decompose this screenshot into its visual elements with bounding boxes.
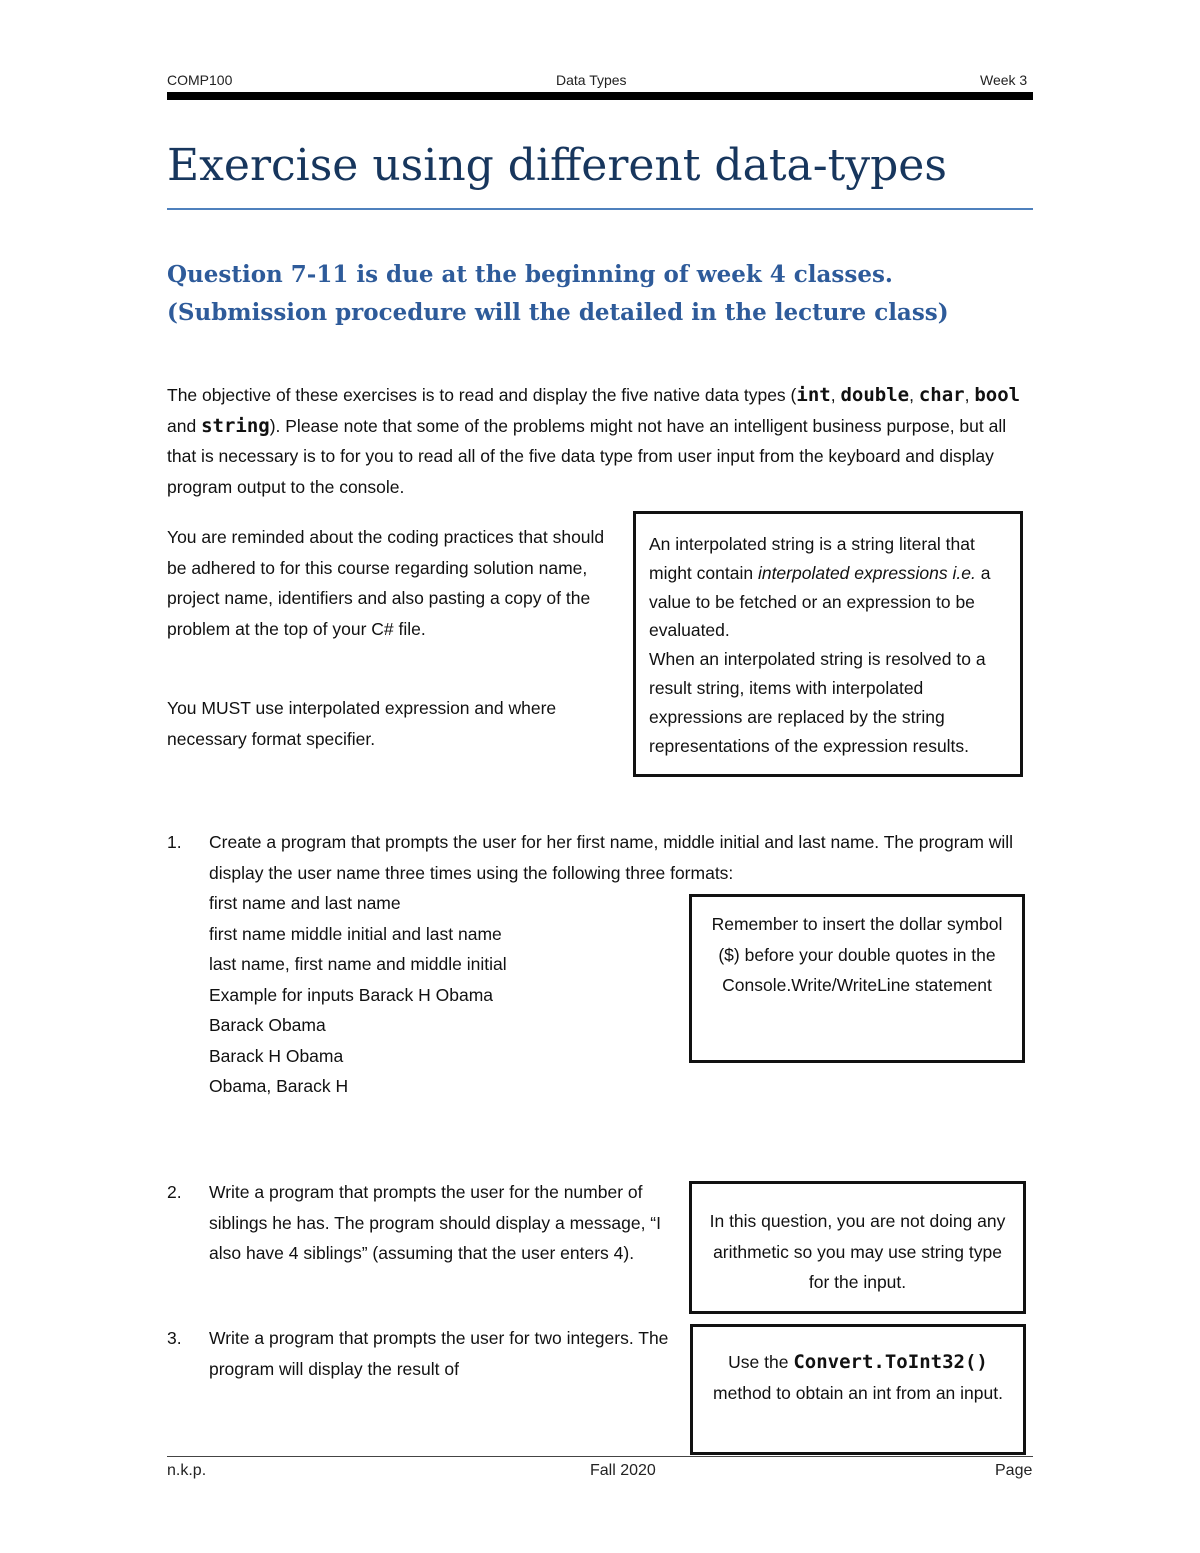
- due-notice: Question 7-11 is due at the beginning of week 4 classes. (Submission procedure will the detailed in the lecture class): [167, 261, 949, 326]
- format-line: last name, first name and middle initial: [209, 954, 507, 974]
- example-line: Example for inputs Barack H Obama: [209, 984, 494, 1005]
- code-char: char: [918, 384, 965, 406]
- question-1-intro: Create a program that prompts the user for her first name, middle initial and last name. The program will display the user name three times using the following three formats:: [209, 832, 1014, 883]
- header-week: Week 3: [980, 72, 1028, 88]
- example-line: Barack H Obama: [209, 1045, 344, 1066]
- convert-toint32-tip: [690, 1324, 1026, 1455]
- code-double: double: [840, 384, 910, 406]
- question-3-text: Write a program that prompts the user for two integers. The program will display the result of: [209, 1328, 669, 1379]
- string-input-tip: In this question, you are not doing any arithmetic so you may use string type for the input.: [689, 1181, 1026, 1314]
- code-int: int: [796, 384, 831, 406]
- intro-sep: ,: [909, 385, 914, 405]
- must-paragraph: You MUST use interpolated expression and where necessary format specifier.: [167, 698, 557, 749]
- tip-text-a: Use the: [728, 1352, 794, 1372]
- footer-page: Page: [995, 1462, 1033, 1479]
- question-2: [167, 1177, 677, 1302]
- page-title: Exercise using different data-types: [167, 140, 947, 191]
- intro-sep: and: [167, 415, 202, 436]
- interp-text-a: An interpolated string is a string literal that might contain: [649, 534, 975, 583]
- question-number: 1.: [167, 832, 182, 852]
- question-2-text: Write a program that prompts the user for the number of siblings he has. The program should display a message, “I also have 4 siblings” (assuming that the user enters 4).: [209, 1182, 662, 1263]
- code-convert-toint32: Convert.ToInt32(): [793, 1351, 988, 1373]
- intro-text-2: ). Please note that some of the problems might not have an intelligent business purpose, but all that is necessary is to for you to read all of the five data type from user input from the keyboard and display program output to the console.: [167, 415, 1007, 497]
- header-topic: Data Types: [556, 72, 627, 88]
- question-number: 3.: [167, 1328, 182, 1348]
- format-line: first name middle initial and last name: [209, 923, 502, 944]
- example-line: Obama, Barack H: [209, 1076, 349, 1096]
- question-number: 2.: [167, 1182, 182, 1202]
- example-line: Barack Obama: [209, 1015, 326, 1035]
- coding-practices-paragraph: You are reminded about the coding practices that should be adhered to for this course regarding solution name, project name, identifiers and also pasting a copy of the problem at the top of your C# file.: [167, 527, 605, 639]
- interp-text-c: When an interpolated string is resolved to a result string, items with interpolated expressions are replaced by the string representations of the expression results.: [649, 649, 986, 756]
- interpolated-string-note: [633, 511, 1023, 777]
- intro-sep: ,: [964, 385, 975, 405]
- code-bool: bool: [974, 384, 1021, 406]
- interp-text-b: a value to be fetched or an expression to be evaluated.: [649, 562, 991, 641]
- intro-sep: ,: [830, 385, 841, 405]
- code-string: string: [201, 414, 270, 437]
- format-line: first name and last name: [209, 893, 401, 913]
- footer-author: n.k.p.: [167, 1462, 207, 1479]
- header-rule: [167, 92, 1033, 100]
- footer-rule: [167, 1456, 1033, 1457]
- tip-text-b: method to obtain an int from an input.: [713, 1382, 1003, 1403]
- question-3: [167, 1323, 677, 1388]
- interp-emphasis: interpolated expressions i.e.: [757, 562, 976, 583]
- title-rule: [167, 208, 1033, 210]
- header-course: COMP100: [167, 72, 233, 88]
- intro-text-1: The objective of these exercises is to read and display the five native data types (: [167, 385, 797, 405]
- dollar-symbol-tip: Remember to insert the dollar symbol ($) before your double quotes in the Console.Write/WriteLine statement: [689, 894, 1025, 1063]
- footer-term: Fall 2020: [590, 1462, 656, 1479]
- intro-paragraph: [167, 380, 1037, 502]
